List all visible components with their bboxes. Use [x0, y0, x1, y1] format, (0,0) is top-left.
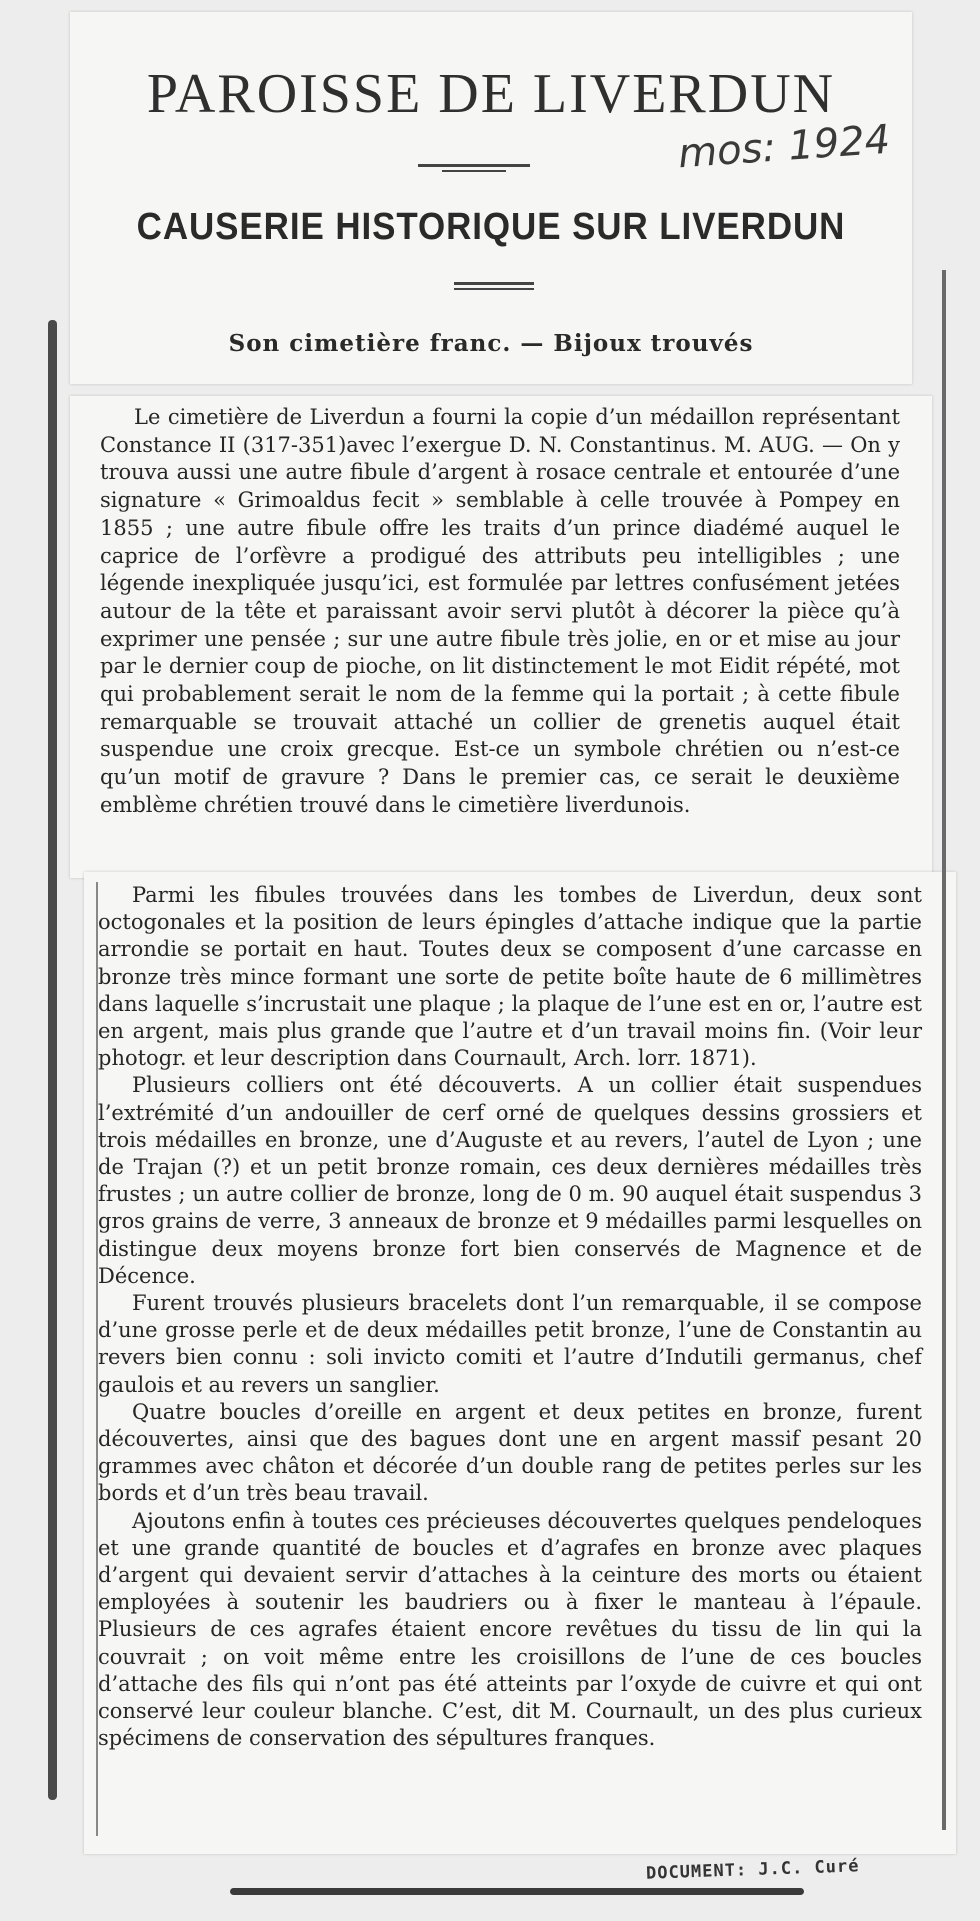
article-paragraph: Quatre boucles d’oreille en argent et deux petites en bronze, furent découvertes, ainsi que des bagues dont une en argent massif pesant 20 grammes avec châton et décorée d’un double rang de petites perles sur les bords et d’un très beau travail.	[98, 1399, 922, 1506]
title-ornament-rule-short	[442, 170, 506, 172]
document-source-note: DOCUMENT: J.C. Curé	[645, 1856, 860, 1884]
left-column-rule	[48, 320, 57, 1800]
article-paragraph: Parmi les fibules trouvées dans les tombes de Liverdun, deux sont octogonales et la position de leurs épingles d’attache indique que la partie arrondie se portait en haut. Toutes deux se composent d’une carcasse en bronze très mince formant une sorte de petite boîte haute de 6 millimètres dans laquelle s’incrustait une plaque ; la plaque de l’une est en or, l’autre est en argent, mais plus grande que l’autre et d’un travail moins fin. (Voir leur photogr. et leur description dans Cournault, Arch. lorr. 1871).	[98, 883, 922, 1071]
article-column-2	[96, 882, 922, 1836]
bottom-rule	[230, 1888, 804, 1895]
title-ornament-rule	[418, 164, 530, 167]
page-title: PAROISSE DE LIVERDUN	[146, 63, 836, 125]
handwritten-date-note: mos: 1924	[676, 116, 892, 178]
article-paragraph: Furent trouvés plusieurs bracelets dont l’un remarquable, il se compose d’une grosse perle et de deux médailles petit bronze, l’une de Constantin au revers bien connu : soli invicto comiti et l’autre d’Indutili germanus, chef gaulois et au revers un sanglier.	[98, 1291, 922, 1397]
article-paragraph: Le cimetière de Liverdun a fourni la copie d’un médaillon représentant Constance II (317-351)avec l’exergue D. N. Constantinus. M. AUG. — On y trouva aussi une autre fibule d’argent à rosace centrale et entourée d’une signature « Grimoaldus fecit » semblable à celle trouvée à Pompey en 1855 ; une autre fibule offre les traits d’un prince diadémé auquel le caprice de l’orfèvre a prodigué des attributs peu intelligibles ; une légende inexpliquée jusqu’ici, est formulée par lettres confusément jetées autour de la tête et paraissant avoir servi plutôt à décorer la pièce qu’à exprimer une pensée ; sur une autre fibule très jolie, en or et mise au jour par le dernier coup de pioche, on lit distinctement le mot Eidit répété, mot qui probablement serait le nom de la femme qui la portait ; à cette fibule remarquable se trouvait attaché un collier de grenetis auquel était suspendue une croix grecque. Est-ce un symbole chrétien ou n’est-ce qu’un motif de gravure ? Dans le premier cas, ce serait le deuxième emblème chrétien trouvé dans le cimetière liverdunois.	[100, 405, 900, 817]
article-paragraph: Ajoutons enfin à toutes ces précieuses découvertes quelques pendeloques et une grande quantité de boucles et d’agrafes en bronze avec plaques d’argent qui devaient servir d’attaches à la ceinture des morts ou étaient employées à soutenir les baudriers ou à fixer le manteau à l’épaule. Plusieurs de ces agrafes étaient encore revêtues du tissu de lin qui la couvrait ; on voit même entre les croisillons de l’une de ces boucles d’attache des fils qui n’ont pas été atteints par l’oxyde de cuivre et qui ont conservé leur couleur blanche. C’est, dit M. Cournault, un des plus curieux spécimens de conservation des sépultures franques.	[98, 1508, 922, 1751]
article-subtitle: CAUSERIE HISTORIQUE SUR LIVERDUN	[136, 206, 846, 248]
article-subheading: Son cimetière franc. — Bijoux trouvés	[228, 330, 754, 357]
subtitle-ornament-rule-2	[454, 288, 534, 290]
right-column-rule	[942, 270, 946, 1830]
article-column-1	[100, 404, 900, 850]
subtitle-ornament-rule	[454, 282, 534, 285]
article-paragraph: Plusieurs colliers ont été découverts. A un collier était suspendues l’extrémité d’un andouiller de cerf orné de quelques dessins grossiers et trois médailles en bronze, une d’Auguste et au revers, l’autel de Lyon ; une de Trajan (?) et un petit bronze romain, ces deux dernières médailles très frustes ; un autre collier de bronze, long de 0 m. 90 auquel était suspendus 3 gros grains de verre, 3 anneaux de bronze et 9 médailles parmi lesquelles on distingue deux moyens bronze fort bien conservés de Magnence et de Décence.	[98, 1073, 922, 1288]
